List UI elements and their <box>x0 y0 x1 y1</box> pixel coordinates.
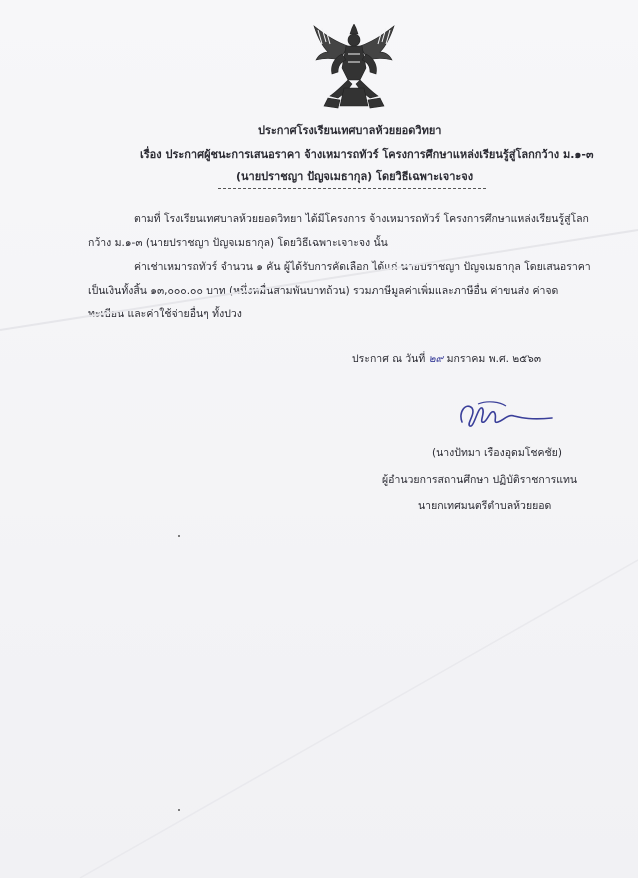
signatory-name: (นางปัทมา เรืองอุดมโชคชัย) <box>432 447 562 459</box>
handwritten-signature <box>448 398 558 432</box>
signatory-position-acting-for: นายกเทศมนตรีตำบลห้วยยอด <box>418 500 552 512</box>
document-title: ประกาศโรงเรียนเทศบาลห้วยยอดวิทยา <box>258 124 442 137</box>
signatory-position: ผู้อำนวยการสถานศึกษา ปฏิบัติราชการแทน <box>382 474 578 486</box>
paragraph-1-line-2: กว้าง ม.๑-๓ (นายปราชญา ปัญจเมธากุล) โดยวิธีเฉพาะเจาะจง นั้น <box>88 237 388 249</box>
announcement-date <box>352 352 541 366</box>
garuda-emblem-icon <box>308 24 400 110</box>
paragraph-2-line-3: ทะเบียน และค่าใช้จ่ายอื่นๆ ทั้งปวง <box>88 308 242 320</box>
date-month-year: มกราคม พ.ศ. ๒๕๖๓ <box>446 353 542 365</box>
date-prefix: ประกาศ ณ วันที่ <box>352 353 426 365</box>
paragraph-2-line-2: เป็นเงินทั้งสิ้น ๑๓,๐๐๐.๐๐ บาท (หนึ่งหมื่นสามพันบาทถ้วน) รวมภาษีมูลค่าเพิ่มและภาษีอื่น ค่าขนส่ง ค่าจด <box>88 285 559 297</box>
subject-line-continued: (นายปราชญา ปัญจเมธากุล) โดยวิธีเฉพาะเจาะจง <box>236 170 474 183</box>
date-day: ๒๙ <box>428 353 444 365</box>
dashed-divider <box>218 188 486 189</box>
paragraph-2-line-1: ค่าเช่าเหมารถทัวร์ จำนวน ๑ คัน ผู้ได้รับการคัดเลือก ได้แก่ นายปราชญา ปัญจเมธากุล โดยเสนอราคา <box>134 261 591 273</box>
paragraph-1-line-1: ตามที่ โรงเรียนเทศบาลห้วยยอดวิทยา ได้มีโครงการ จ้างเหมารถทัวร์ โครงการศึกษาแหล่งเรียนรู้สู่โลก <box>134 213 589 225</box>
subject-line: เรื่อง ประกาศผู้ชนะการเสนอราคา จ้างเหมารถทัวร์ โครงการศึกษาแหล่งเรียนรู้สู่โลกกว้าง ม.๑-๓ <box>140 148 594 161</box>
